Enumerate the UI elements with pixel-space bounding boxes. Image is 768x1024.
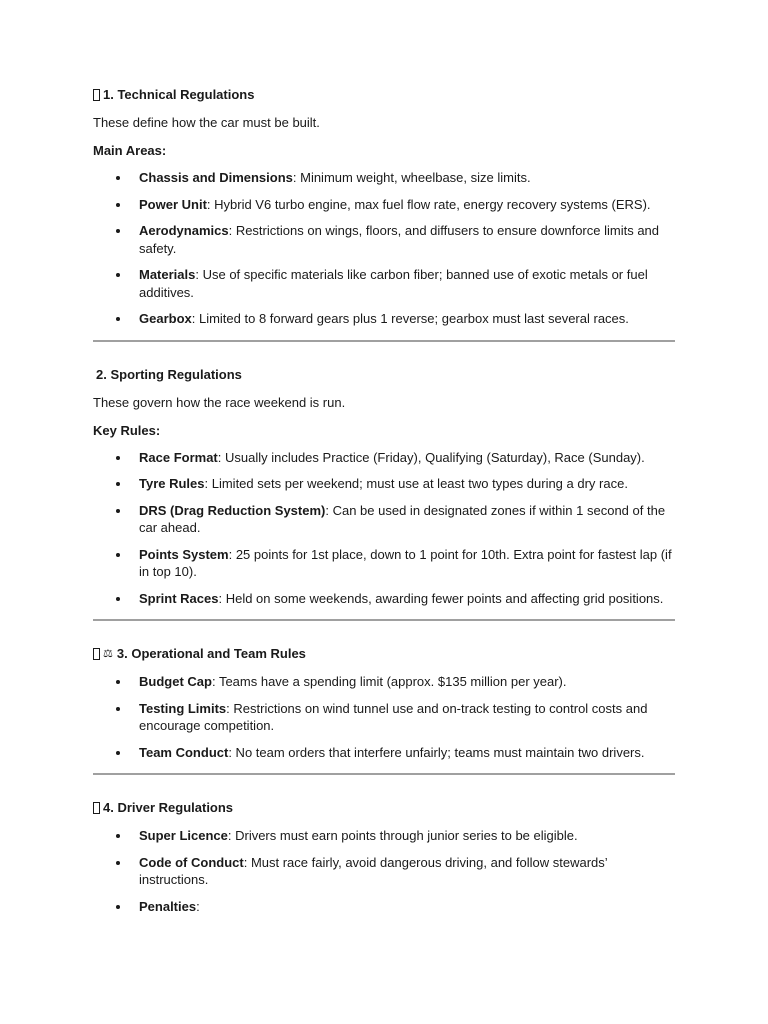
item-term: Materials <box>139 267 196 282</box>
section-title: 3. Operational and Team Rules <box>116 646 306 661</box>
item-text: : Limited sets per weekend; must use at least two types during a dry race. <box>204 476 628 491</box>
list-item <box>93 673 675 691</box>
section-divider <box>93 340 675 342</box>
item-term: DRS (Drag Reduction System) <box>139 502 326 518</box>
bullet-list <box>93 449 675 608</box>
missing-glyph-icon <box>93 802 100 814</box>
section-intro: These define how the car must be built. <box>93 115 320 130</box>
item-text: : Can be used in designated zones if within 1 second of the car ahead. <box>139 502 666 535</box>
item-term: Points System <box>139 546 229 562</box>
item-term: Testing Limits <box>139 700 227 716</box>
item-term: Code of Conduct <box>139 854 244 870</box>
item-term: Budget Cap <box>139 674 212 689</box>
section-heading <box>93 86 675 104</box>
section-heading <box>93 366 675 384</box>
item-term: Race Format <box>139 449 218 465</box>
item-term: Gearbox <box>139 311 192 326</box>
section-technical-regulations <box>93 86 675 328</box>
item-text: : Drivers must earn points through junior series to be eligible. <box>227 828 578 843</box>
missing-glyph-icon <box>93 89 100 101</box>
section-intro: These govern how the race weekend is run. <box>93 394 346 410</box>
section-subheading: Key Rules: <box>93 422 161 438</box>
item-term: Power Unit <box>139 196 207 212</box>
scale-icon: ⚖ <box>103 648 113 660</box>
list-item <box>93 744 675 762</box>
item-text: : Hybrid V6 turbo engine, max fuel flow rate, energy recovery systems (ERS). <box>206 196 651 212</box>
list-item <box>93 700 675 735</box>
list-item <box>93 590 675 608</box>
item-term: Aerodynamics <box>139 223 229 238</box>
section-driver-regulations <box>93 799 675 915</box>
list-item <box>93 854 675 889</box>
item-text: : Limited to 8 forward gears plus 1 reverse; gearbox must last several races. <box>191 311 629 326</box>
section-heading <box>93 645 675 663</box>
bullet-list <box>93 169 675 328</box>
section-title: 1. Technical Regulations <box>103 87 255 102</box>
section-divider <box>93 773 675 775</box>
item-text: : Use of specific materials like carbon fiber; banned use of exotic metals or fuel additives. <box>139 267 648 300</box>
list-item <box>93 898 675 916</box>
item-text: : Must race fairly, avoid dangerous driving, and follow stewards’ instructions. <box>139 854 608 887</box>
list-item <box>93 169 675 187</box>
item-term: Penalties <box>139 898 197 914</box>
item-text: : Usually includes Practice (Friday), Qualifying (Saturday), Race (Sunday). <box>217 449 645 465</box>
item-term: Super Licence <box>139 828 228 843</box>
item-text: : Restrictions on wings, floors, and diffusers to ensure downforce limits and safety. <box>139 223 660 256</box>
list-item <box>93 827 675 845</box>
section-divider <box>93 619 675 621</box>
item-term: Tyre Rules <box>139 476 205 491</box>
item-text: : Teams have a spending limit (approx. $135 million per year). <box>211 674 567 689</box>
bullet-list <box>93 827 675 915</box>
item-term: Chassis and Dimensions <box>139 170 293 185</box>
document-page <box>93 86 675 924</box>
list-item <box>93 222 675 257</box>
section-title: 4. Driver Regulations <box>103 800 234 815</box>
missing-glyph-icon <box>93 648 100 660</box>
section-sporting-regulations <box>93 366 675 608</box>
item-term: Sprint Races <box>139 590 219 606</box>
section-heading <box>93 799 675 817</box>
list-item <box>93 475 675 493</box>
section-title: 2. Sporting Regulations <box>96 366 242 382</box>
list-item <box>93 502 675 537</box>
section-subheading: Main Areas: <box>93 143 167 158</box>
item-text: : Held on some weekends, awarding fewer points and affecting grid positions. <box>218 590 664 606</box>
item-term: Team Conduct <box>139 744 229 760</box>
item-text: : Minimum weight, wheelbase, size limits. <box>292 170 531 185</box>
bullet-list <box>93 673 675 761</box>
list-item <box>93 196 675 214</box>
list-item <box>93 266 675 301</box>
list-item <box>93 310 675 328</box>
item-text: : No team orders that interfere unfairly; teams must maintain two drivers. <box>228 744 645 760</box>
section-operational-team-rules <box>93 645 675 761</box>
list-item <box>93 546 675 581</box>
item-text: : 25 points for 1st place, down to 1 point for 10th. Extra point for fastest lap (if in top 10). <box>139 546 672 579</box>
list-item <box>93 449 675 467</box>
item-text: : Restrictions on wind tunnel use and on-track testing to control costs and encourage competition. <box>139 700 648 733</box>
item-text: : <box>196 898 200 914</box>
